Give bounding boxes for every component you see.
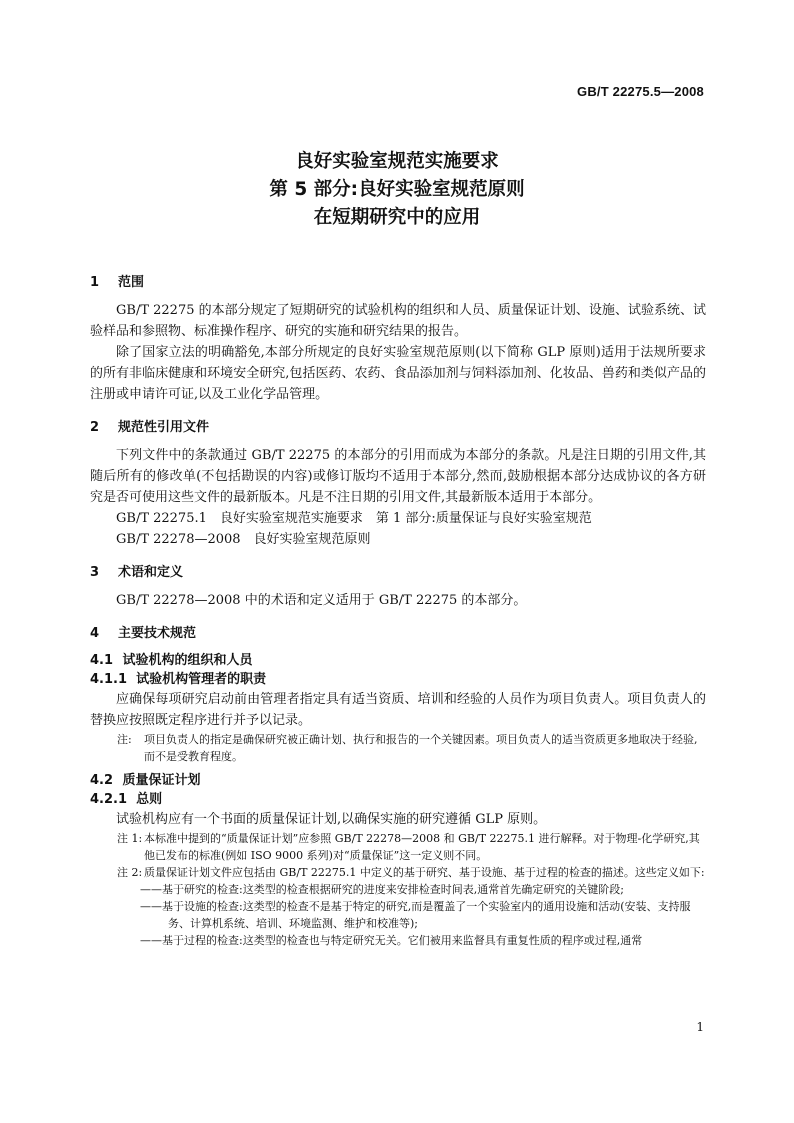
reference-item: GB/T 22278—2008 良好实验室规范原则 [116, 532, 371, 547]
dash-list-item: ——基于设施的检查:这类型的检查不是基于特定的研究,而是覆盖了一个实验室内的通用设施和活动(安装、支持服务、计算机系统、培训、环境监测、维护和校准等); [140, 900, 691, 930]
note-text: 项目负责人的指定是确保研究被正确计划、执行和报告的一个关键因素。项目负责人的适当资质更多地取决于经验,而不是受教育程度。 [144, 733, 698, 763]
subsection-4-2-1-heading [90, 790, 706, 809]
standard-code: GB/T 22275.5—2008 [577, 84, 704, 99]
subsection-4-1-1-heading [90, 670, 706, 689]
section-3-heading [90, 562, 706, 584]
section-number: 1 [90, 275, 100, 290]
section-number: 3 [90, 565, 100, 580]
note-2 [90, 864, 706, 881]
title-line-3: 在短期研究中的应用 [313, 207, 481, 228]
section-title: 主要技术规范 [118, 626, 197, 641]
section-title: 规范性引用文件 [118, 420, 210, 435]
note-text: 本标准中提到的“质量保证计划”应参照 GB/T 22278—2008 和 GB/T 22275.1 进行解释。对于物理-化学研究,其他已发布的标准(例如 ISO 9000 系列)对“质量保证”这一定义则不同。 [144, 832, 700, 862]
section-2-heading [90, 417, 706, 439]
dash-list-item: ——基于过程的检查:这类型的检查也与特定研究无关。它们被用来监督具有重复性质的程序或过程,通常 [140, 934, 643, 947]
subsection-title: 试验机构的组织和人员 [122, 653, 253, 668]
dash-list-item: ——基于研究的检查:这类型的检查根据研究的进度来安排检查时间表,通常首先确定研究的关键阶段; [140, 883, 624, 896]
section-1-heading [90, 272, 706, 294]
subsection-4-1-1-paragraph: 应确保每项研究启动前由管理者指定具有适当资质、培训和经验的人员作为项目负责人。项目负责人的替换应按照既定程序进行并予以记录。 [90, 692, 706, 728]
note-text: 质量保证计划文件应包括由 GB/T 22275.1 中定义的基于研究、基于设施、基于过程的检查的描述。这些定义如下: [144, 866, 705, 879]
subsection-4-1-heading [90, 651, 706, 670]
subsection-4-2-1-paragraph: 试验机构应有一个书面的质量保证计划,以确保实施的研究遵循 GLP 原则。 [116, 812, 547, 827]
subsection-title: 总则 [136, 792, 163, 807]
section-4-heading [90, 623, 706, 645]
note-label: 注 2: [117, 866, 143, 879]
document-body [90, 272, 706, 949]
subsection-number: 4.1 [90, 653, 114, 668]
subsection-4-2-heading [90, 771, 706, 790]
note-label: 注: [117, 733, 132, 746]
section-title: 术语和定义 [118, 565, 184, 580]
section-title: 范围 [118, 275, 145, 290]
subsection-number: 4.2.1 [90, 792, 128, 807]
note-1 [90, 830, 706, 864]
reference-item: GB/T 22275.1 良好实验室规范实施要求 第 1 部分:质量保证与良好实验室规范 [116, 511, 592, 526]
title-line-2: 第 5 部分:良好实验室规范原则 [269, 179, 525, 200]
section-2-paragraph-1: 下列文件中的条款通过 GB/T 22275 的本部分的引用而成为本部分的条款。凡是注日期的引用文件,其随后所有的修改单(不包括勘误的内容)或修订版均不适用于本部分,然而,鼓励根据本部分达成协议的各方研究是否可使用这些文件的最新版本。凡是不注日期的引用文件,其最新版本适用于本部分。 [90, 448, 706, 505]
section-number: 2 [90, 420, 100, 435]
note-label: 注 1: [117, 832, 143, 845]
section-number: 4 [90, 626, 100, 641]
title-line-1: 良好实验室规范实施要求 [295, 151, 499, 172]
section-3-paragraph-1: GB/T 22278—2008 中的术语和定义适用于 GB/T 22275 的本部分。 [116, 593, 527, 608]
subsection-number: 4.2 [90, 773, 114, 788]
section-1-paragraph-1: GB/T 22275 的本部分规定了短期研究的试验机构的组织和人员、质量保证计划、设施、试验系统、试验样品和参照物、标准操作程序、研究的实施和研究结果的报告。 [90, 303, 706, 339]
subsection-number: 4.1.1 [90, 672, 128, 687]
section-1-paragraph-2: 除了国家立法的明确豁免,本部分所规定的良好实验室规范原则(以下简称 GLP 原则)适用于法规所要求的所有非临床健康和环境安全研究,包括医药、农药、食品添加剂与饲料添加剂、化妆品、兽药和类似产品的注册或申请许可证,以及工业化学品管理。 [90, 345, 706, 402]
document-title [0, 148, 794, 232]
subsection-title: 试验机构管理者的职责 [136, 672, 267, 687]
subsection-title: 质量保证计划 [122, 773, 201, 788]
note [90, 731, 706, 765]
page-number: 1 [696, 1020, 704, 1034]
